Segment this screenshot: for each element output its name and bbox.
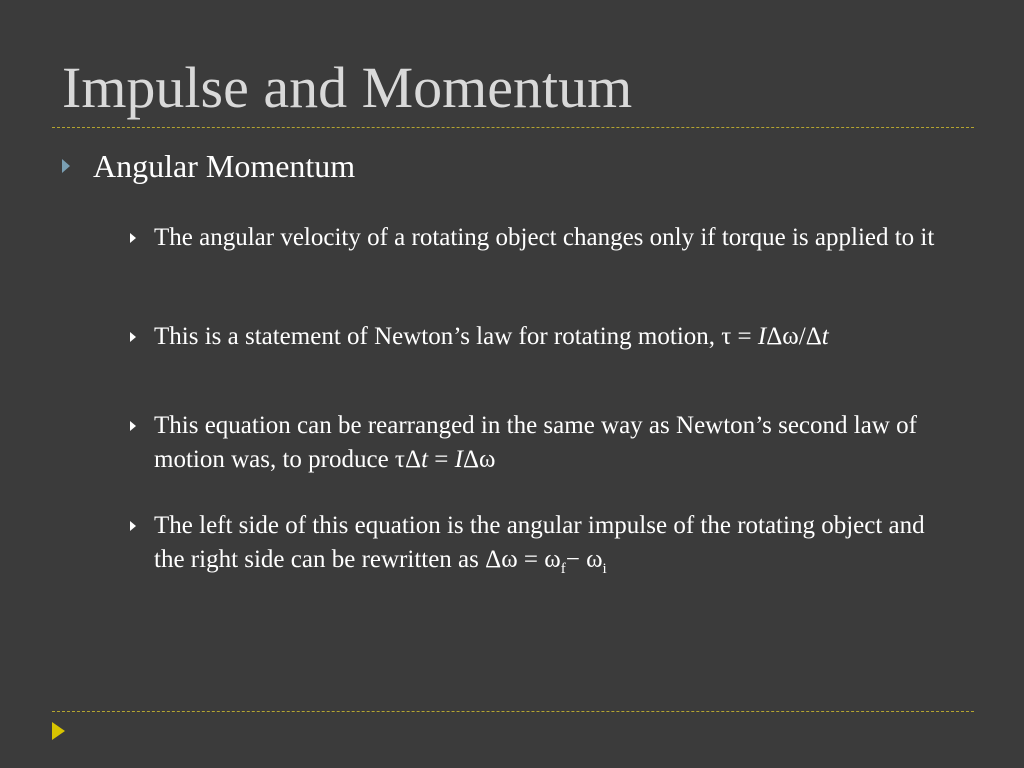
title-divider — [52, 127, 974, 128]
equation-part: = — [428, 446, 455, 473]
footer-divider — [52, 711, 974, 712]
bullet-text: The angular velocity of a rotating object changes only if torque is applied to it — [154, 224, 935, 251]
equation-part: Δω — [462, 446, 496, 473]
triangle-bullet-icon — [130, 421, 136, 431]
bullet-item — [130, 320, 950, 354]
bullet-item — [130, 509, 950, 577]
bullet-item — [130, 409, 950, 477]
bullet-text-part: This is a statement of Newton’s law for rotating motion, τ = — [154, 323, 758, 350]
corner-triangle-icon — [52, 722, 65, 740]
bullet-text — [154, 409, 950, 477]
subscript: i — [602, 561, 607, 577]
equation-symbol: t — [421, 446, 429, 473]
triangle-bullet-icon — [130, 332, 136, 342]
equation-part: − ω — [565, 546, 603, 573]
subscript: f — [560, 561, 566, 577]
bullet-text-part: The left side of this equation is the angular impulse of the rotating object and the right side can be rewritten as Δω = ω — [154, 512, 925, 573]
equation-symbol: I — [757, 323, 767, 350]
triangle-bullet-icon — [62, 159, 70, 173]
bullet-text — [154, 320, 950, 354]
section-heading: Angular Momentum — [93, 148, 356, 184]
bullet-text — [154, 509, 950, 577]
equation-symbol: t — [821, 323, 829, 350]
bullet-item — [130, 221, 950, 255]
triangle-bullet-icon — [130, 521, 136, 531]
equation-symbol: I — [454, 446, 463, 473]
slide-title: Impulse and Momentum — [62, 55, 633, 120]
triangle-bullet-icon — [130, 233, 136, 243]
bullet-text-part: This equation can be rearranged in the same way as Newton’s second law of motion was, to produce τΔ — [154, 412, 917, 473]
equation-part: Δω/Δ — [766, 323, 822, 350]
